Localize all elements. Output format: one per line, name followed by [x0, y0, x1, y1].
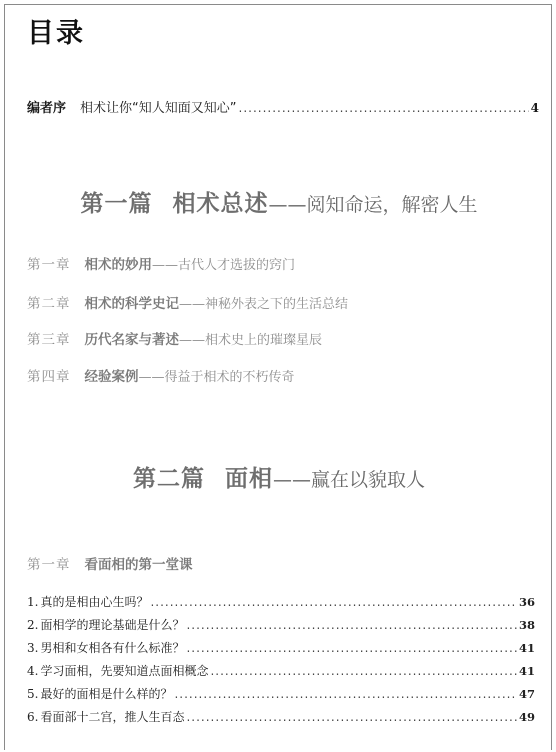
- chapter-number: 第二章: [27, 296, 71, 312]
- chapter-number: 第四章: [27, 369, 71, 385]
- chapter-subtitle: ——相术史上的璀璨星辰: [179, 333, 323, 348]
- part1-chapter-1[interactable]: [27, 253, 295, 273]
- entry-page-number: 38: [518, 618, 535, 632]
- entry-page-number: 41: [518, 641, 535, 655]
- page-title: 目录: [27, 18, 85, 49]
- part1-subtitle: ——阅知命运，解密人生: [268, 194, 478, 216]
- entry-number: 3.: [27, 641, 39, 655]
- entry-text: 最好的面相是什么样的？: [40, 687, 173, 701]
- dot-leader: [239, 101, 529, 115]
- dot-leader: [150, 595, 517, 609]
- toc-entry[interactable]: [27, 662, 535, 685]
- chapter-name: 相术的科学史记: [84, 296, 179, 312]
- chapter-number: 第一章: [27, 557, 71, 573]
- entry-number: 2.: [27, 618, 39, 632]
- chapter-name: 经验案例: [84, 369, 139, 385]
- dot-leader: [186, 618, 517, 632]
- part1-name: 第一篇: [80, 191, 153, 217]
- preface-text: 相术让你“知人知面又知心”: [80, 101, 237, 116]
- entry-number: 5.: [27, 687, 39, 701]
- entry-page-number: 36: [518, 595, 535, 609]
- preface-label: 编者序: [27, 101, 67, 116]
- entry-page-number: 47: [518, 687, 535, 701]
- dot-leader: [186, 710, 517, 724]
- toc-page: [4, 4, 552, 750]
- preface-entry[interactable]: [27, 97, 539, 116]
- part2-chapter-1[interactable]: [27, 553, 193, 573]
- part2-heading[interactable]: [5, 460, 552, 493]
- entry-number: 4.: [27, 664, 39, 678]
- chapter-name: 历代名家与著述: [84, 332, 179, 348]
- part1-chapter-4[interactable]: [27, 365, 295, 385]
- toc-entry[interactable]: [27, 593, 535, 616]
- chapter-number: 第三章: [27, 332, 71, 348]
- toc-entry[interactable]: [27, 616, 535, 639]
- toc-entry[interactable]: [27, 685, 535, 708]
- chapter-name: 看面相的第一堂课: [84, 557, 193, 573]
- entry-number: 6.: [27, 710, 39, 724]
- entry-text: 面相学的理论基础是什么？: [40, 618, 185, 632]
- part2-name: 第二篇: [132, 466, 205, 492]
- entry-page-number: 41: [518, 664, 535, 678]
- entry-page-number: 49: [518, 710, 535, 724]
- entry-text: 学习面相，先要知道点面相概念: [40, 664, 209, 678]
- chapter-subtitle: ——古代人才选拔的窍门: [152, 258, 296, 273]
- entry-number: 1.: [27, 595, 39, 609]
- entry-text: 看面部十二宫，推人生百态: [40, 710, 185, 724]
- section-entry-list: [27, 593, 535, 731]
- part1-chapter-2[interactable]: [27, 292, 348, 312]
- toc-entry[interactable]: [27, 639, 535, 662]
- chapter-number: 第一章: [27, 257, 71, 273]
- chapter-subtitle: ——神秘外表之下的生活总结: [179, 297, 349, 312]
- part1-heading[interactable]: [5, 185, 552, 218]
- part2-subtitle: ——赢在以貌取人: [272, 469, 425, 491]
- part1-chapter-3[interactable]: [27, 328, 322, 348]
- part2-main-title: 面相: [224, 466, 273, 492]
- part1-main-title: 相术总述: [172, 191, 269, 217]
- chapter-name: 相术的妙用: [84, 257, 152, 273]
- entry-text: 男相和女相各有什么标准？: [40, 641, 185, 655]
- dot-leader: [174, 687, 517, 701]
- toc-entry[interactable]: [27, 708, 535, 731]
- dot-leader: [186, 641, 517, 655]
- preface-page-number: 4: [530, 101, 539, 115]
- dot-leader: [210, 664, 517, 678]
- entry-text: 真的是相由心生吗？: [40, 595, 149, 609]
- chapter-subtitle: ——得益于相术的不朽传奇: [138, 370, 295, 385]
